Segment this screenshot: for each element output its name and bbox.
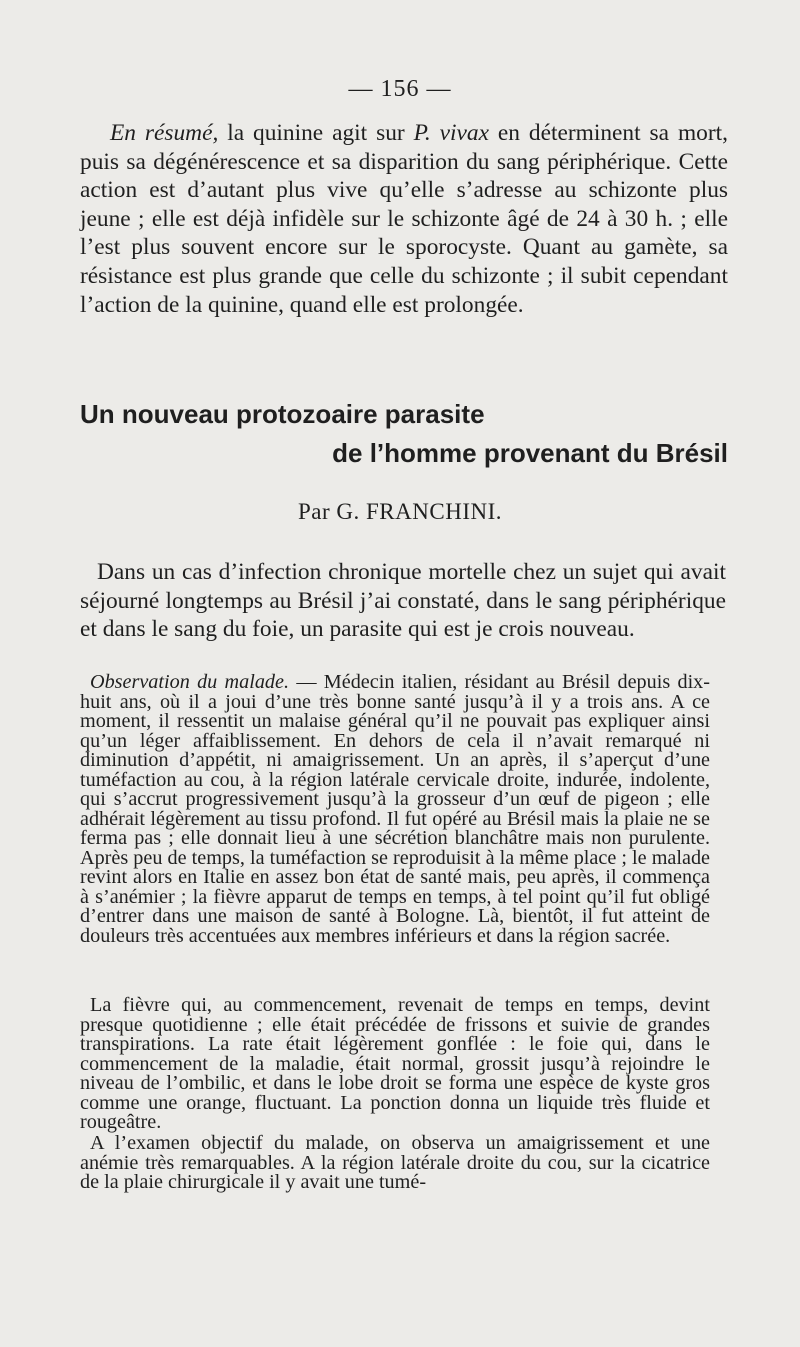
summary-text-b: en déterminent sa mort, puis sa dégénérescence et sa disparition du sang périphérique. Cette action est d’autant plus vive qu’elle s’adresse au schizonte plus jeune ; elle est déjà infidèle sur le schizonte âgé de 24 à 30 h. ; elle l’est plus souvent encore sur le sporocyste. Quant au gamète, sa résistance est plus grande que celle du schizonte ; il subit cependant l’action de la quinine, quand elle est prolongée. (80, 120, 728, 318)
intro-paragraph: Dans un cas d’infection chronique mortelle chez un sujet qui avait séjourné longtemps au Brésil j’ai constaté, dans le sang périphérique et dans le sang du foie, un parasite qui est je crois nouveau. (80, 559, 726, 643)
exam-paragraph: A l’examen objectif du malade, on observa un amaigrissement et une anémie très remarquables. A la région latérale droite du cou, sur la cicatrice de la plaie chirurgicale il y avait une tumé- (80, 1132, 710, 1193)
observation-heading: Observation du malade. (90, 671, 290, 693)
article-author: Par G. FRANCHINI. (298, 499, 502, 524)
summary-lead: En résumé, (110, 120, 219, 146)
article-title-line-1: Un nouveau protozoaire parasite (80, 399, 485, 429)
summary-text-a: la quinine agit sur (218, 120, 414, 146)
species-name: P. vivax (413, 120, 489, 146)
fever-paragraph: La fièvre qui, au commencement, revenait de temps en temps, devint presque quotidienne ; elle était précédée de frissons et suivie de grandes transpirations. La rate était légèrement gonflée : le foie qui, dans le commencement de la maladie, était normal, grossit jusqu’à rejoindre le niveau de l’ombilic, et dans le lobe droit se forma une espèce de kyste gros comme une orange, fluctuant. La ponction donna un liquide très fluide et rougeâtre. (80, 994, 710, 1133)
summary-paragraph (80, 119, 728, 319)
page-number: — 156 — (348, 76, 452, 102)
article-title-line-2: de l’homme provenant du Brésil (332, 438, 728, 468)
observation-text: — Médecin italien, résidant au Brésil depuis dix-huit ans, où il a joui d’une très bonne santé jusqu’à il y a trois ans. A ce moment, il ressentit un malaise général qu’il ne pouvait pas expliquer ainsi qu’un léger affaiblissement. En dehors de cela il n’avait remarqué ni diminution d’appétit, ni amaigrissement. Un an après, il s’aperçut d’une tuméfaction au cou, à la région latérale cervicale droite, indurée, indolente, qui s’accrut progressivement jusqu’à la grosseur d’un œuf de pigeon ; elle adhérait légèrement au tissu profond. Il fut opéré au Brésil mais la plaie ne se ferma pas ; elle donnait lieu à une sécrétion blanchâtre mais non purulente. Après peu de temps, la tuméfaction se reproduisit à la même place ; le malade revint alors en Italie en assez bon état de santé mais, peu après, il commença à s’anémier ; la fièvre apparut de temps en temps, à tel point qu’il fut obligé d’entrer dans une maison de santé à Bologne. Là, bientôt, il fut atteint de douleurs très accentuées aux membres inférieurs et dans la région sacrée. (80, 671, 710, 947)
observation-paragraph (80, 673, 710, 946)
